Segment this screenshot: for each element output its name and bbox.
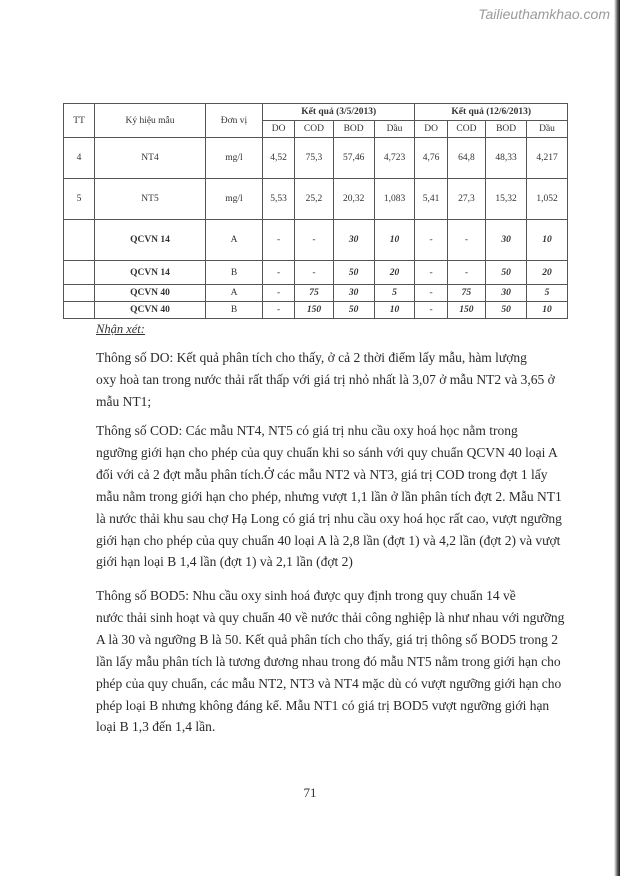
cell-unit: mg/l: [206, 138, 263, 179]
cell-name: NT4: [95, 138, 206, 179]
cell-value: 50: [333, 302, 374, 319]
cell-value: -: [263, 302, 295, 319]
text-line: phép loại B nhưng không đáng kể. Mẫu NT1 có giá trị BOD5 vượt ngưỡng giới hạn: [96, 697, 550, 713]
cell-value: 30: [486, 285, 527, 302]
text-line: phép của quy chuẩn, các mẫu NT2, NT3 và NT4 mặc dù có vượt ngưỡng giới hạn cho: [96, 675, 562, 691]
cell-value: -: [295, 261, 333, 285]
subheader-cell: COD: [295, 121, 333, 138]
cell-value: 150: [447, 302, 485, 319]
cell-value: 30: [333, 285, 374, 302]
cell-unit: A: [206, 285, 263, 302]
cell-tt: [64, 220, 95, 261]
scan-edge: [614, 0, 620, 876]
table-row: [64, 179, 568, 220]
header-don-vi: Đơn vị: [206, 104, 263, 138]
cell-value: 5,53: [263, 179, 295, 220]
cell-value: 150: [295, 302, 333, 319]
cell-value: -: [263, 220, 295, 261]
cell-value: 10: [374, 302, 415, 319]
cell-unit: B: [206, 302, 263, 319]
cell-value: 1,083: [374, 179, 415, 220]
text-line: oxy hoà tan trong nước thải rất thấp với giá trị nhỏ nhất là 3,07 ở mẫu NT2 và 3,65 ở: [96, 371, 555, 387]
subheader-cell: BOD: [486, 121, 527, 138]
paragraph-do: [96, 347, 555, 413]
cell-value: 30: [486, 220, 527, 261]
header-group-2: Kết quả (12/6/2013): [415, 104, 568, 121]
cell-unit: A: [206, 220, 263, 261]
text-line: mẫu nằm trong giới hạn cho phép, nhưng vượt 1,1 lần ở lần phân tích đợt 2. Mẫu NT1: [96, 488, 562, 504]
header-ky-hieu: Ký hiệu mẫu: [95, 104, 206, 138]
cell-unit: B: [206, 261, 263, 285]
cell-value: 25,2: [295, 179, 333, 220]
page-number: 71: [303, 785, 317, 800]
cell-value: -: [415, 220, 447, 261]
cell-value: -: [415, 285, 447, 302]
cell-value: 75: [295, 285, 333, 302]
cell-value: 5,41: [415, 179, 447, 220]
cell-value: 4,76: [415, 138, 447, 179]
text-line: Thông số BOD5: Nhu cầu oxy sinh hoá được quy định trong quy chuẩn 14 về: [96, 588, 516, 603]
cell-value: 50: [486, 302, 527, 319]
cell-value: 20: [374, 261, 415, 285]
text-line: ngưỡng giới hạn cho phép của quy chuẩn khi so sánh với quy chuẩn QCVN 40 loại A: [96, 444, 558, 460]
cell-name: NT5: [95, 179, 206, 220]
text-line: mẫu NT1;: [96, 393, 152, 409]
header-group-1: Kết quả (3/5/2013): [263, 104, 415, 121]
cell-name: QCVN 40: [95, 285, 206, 302]
cell-value: 50: [486, 261, 527, 285]
cell-value: 75: [447, 285, 485, 302]
subheader-cell: BOD: [333, 121, 374, 138]
cell-value: 5: [527, 285, 568, 302]
cell-value: 4,723: [374, 138, 415, 179]
text-line: Thông số COD: Các mẫu NT4, NT5 có giá trị nhu cầu oxy hoá học nằm trong: [96, 423, 518, 438]
cell-value: 5: [374, 285, 415, 302]
table-header-row: [64, 104, 568, 121]
cell-value: 75,3: [295, 138, 333, 179]
cell-value: 57,46: [333, 138, 374, 179]
watermark: Tailieuthamkhao.com: [478, 6, 610, 22]
cell-value: 20: [527, 261, 568, 285]
text-line: Thông số DO: Kết quả phân tích cho thấy, ở cả 2 thời điểm lấy mẫu, hàm lượng: [96, 350, 527, 365]
cell-value: -: [447, 220, 485, 261]
text-line: là nước thải khu sau chợ Hạ Long có giá trị nhu cầu oxy hoá học rất cao, vượt ngưỡng: [96, 510, 562, 526]
text-line: giới hạn loại B 1,4 lần (đợt 1) và 2,1 lần (đợt 2): [96, 554, 353, 570]
cell-value: 48,33: [486, 138, 527, 179]
table-row: [64, 302, 568, 319]
cell-value: -: [263, 261, 295, 285]
cell-name: QCVN 14: [95, 220, 206, 261]
cell-value: -: [295, 220, 333, 261]
cell-tt: 5: [64, 179, 95, 220]
cell-value: 10: [374, 220, 415, 261]
text-line: loại B 1,3 đến 1,4 lần.: [96, 719, 216, 735]
cell-value: 30: [333, 220, 374, 261]
subheader-cell: COD: [447, 121, 485, 138]
text-line: giới hạn cho phép của quy chuẩn 40 loại A là 2,8 lần (đợt 1) và 4,2 lần (đợt 2) và vượt: [96, 532, 561, 548]
cell-value: 4,217: [527, 138, 568, 179]
subheader-cell: DO: [263, 121, 295, 138]
cell-value: 1,052: [527, 179, 568, 220]
table-row: [64, 220, 568, 261]
subheader-cell: Dầu: [527, 121, 568, 138]
subheader-cell: Dầu: [374, 121, 415, 138]
cell-value: -: [263, 285, 295, 302]
table-row: [64, 138, 568, 179]
cell-value: -: [447, 261, 485, 285]
text-line: đối với cả 2 đợt mẫu phân tích.Ở các mẫu NT2 và NT3, giá trị COD trong đợt 1 lấy: [96, 466, 548, 482]
cell-value: 10: [527, 220, 568, 261]
cell-value: 4,52: [263, 138, 295, 179]
cell-name: QCVN 40: [95, 302, 206, 319]
header-tt: TT: [64, 104, 95, 138]
remarks-heading: Nhận xét:: [96, 322, 145, 336]
paragraph-cod: [96, 420, 562, 573]
cell-value: 27,3: [447, 179, 485, 220]
cell-value: 50: [333, 261, 374, 285]
cell-value: 64,8: [447, 138, 485, 179]
cell-tt: 4: [64, 138, 95, 179]
table-row: [64, 261, 568, 285]
cell-value: 15,32: [486, 179, 527, 220]
cell-unit: mg/l: [206, 179, 263, 220]
cell-name: QCVN 14: [95, 261, 206, 285]
cell-value: -: [415, 302, 447, 319]
paragraph-bod5: [96, 585, 565, 738]
cell-value: -: [415, 261, 447, 285]
results-table: [63, 103, 568, 319]
table-row: [64, 285, 568, 302]
cell-value: 20,32: [333, 179, 374, 220]
text-line: nước thải sinh hoạt và quy chuẩn 40 về nước thải công nghiệp là như nhau với ngưỡng: [96, 609, 565, 625]
cell-tt: [64, 302, 95, 319]
text-line: A là 30 và ngưỡng B là 50. Kết quả phân tích cho thấy, giá trị thông số BOD5 trong 2: [96, 631, 559, 647]
text-line: lần lấy mẫu phân tích là tương đương nhau trong đó mẫu NT5 nằm trong giới hạn cho: [96, 653, 561, 669]
cell-tt: [64, 285, 95, 302]
cell-tt: [64, 261, 95, 285]
subheader-cell: DO: [415, 121, 447, 138]
cell-value: 10: [527, 302, 568, 319]
